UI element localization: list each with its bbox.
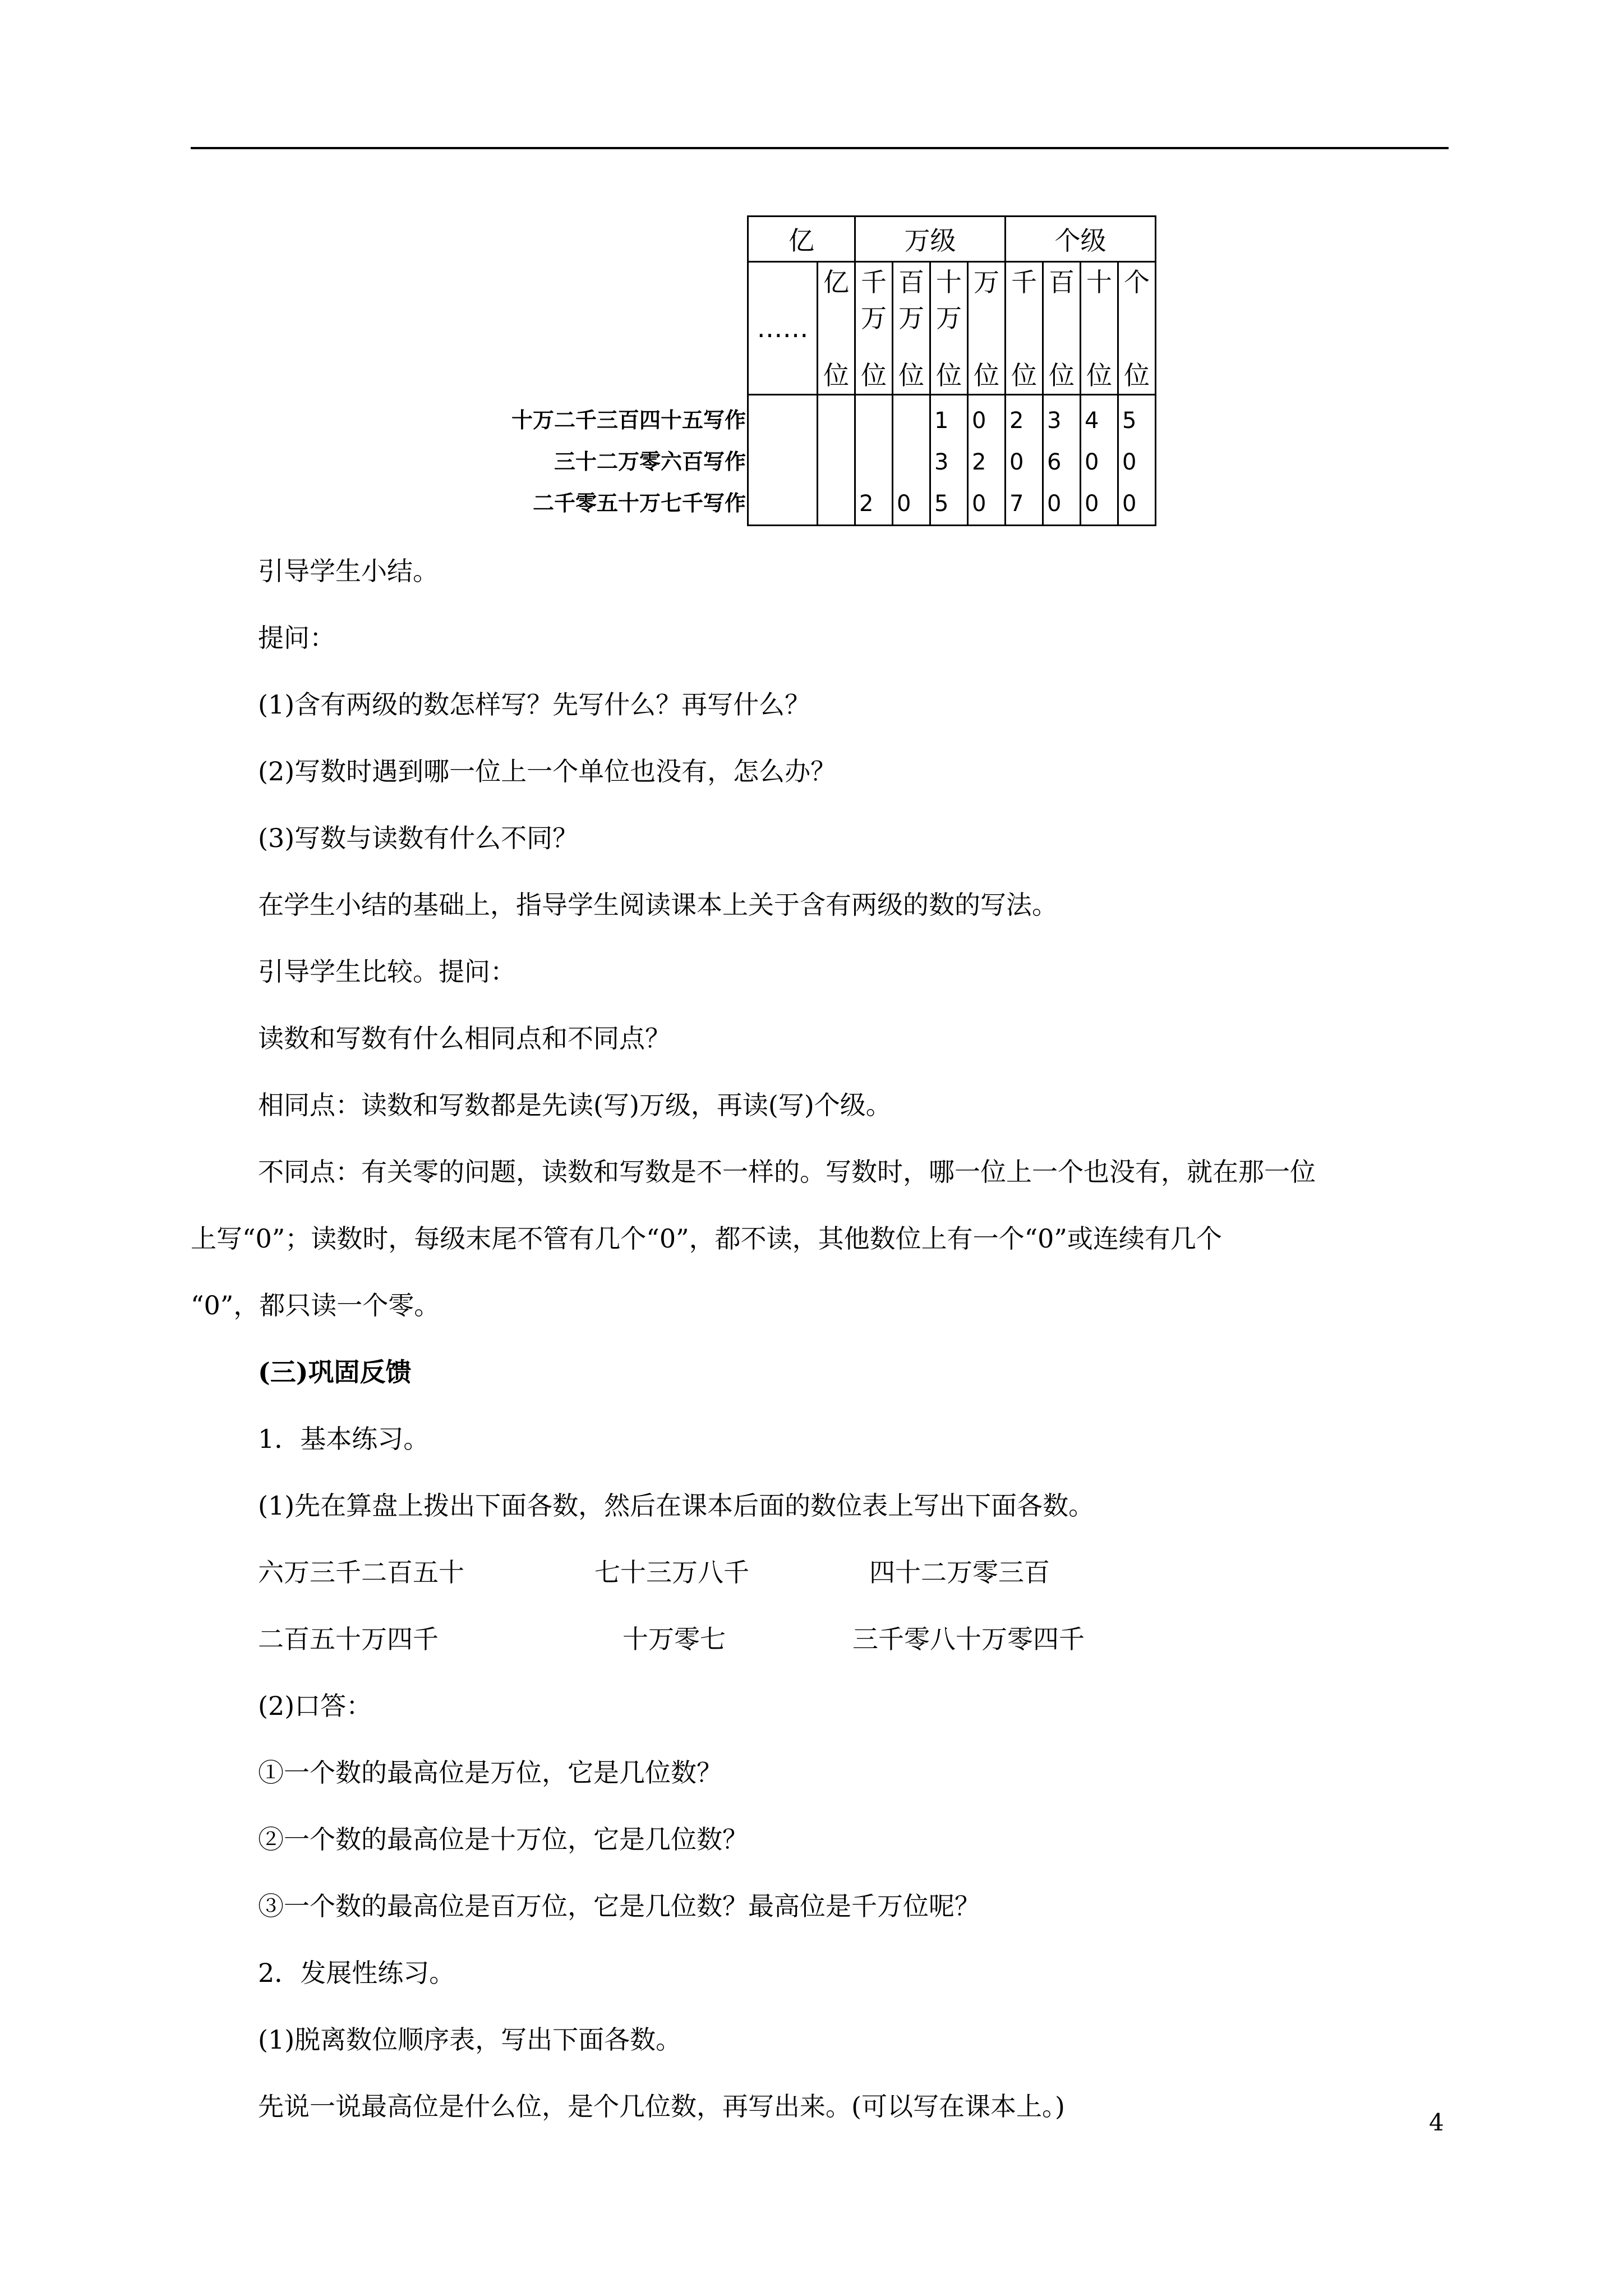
number-item: 十万零七 (623, 1624, 726, 1654)
digits-cell (968, 395, 1006, 526)
digit: 0 (972, 491, 986, 517)
column-header-row (748, 262, 1156, 395)
digits-cell (1118, 395, 1156, 526)
group-yi: 亿 (748, 217, 855, 262)
col-label-char: 个 (1124, 267, 1150, 297)
col-bai (1043, 262, 1081, 395)
digits-cell (855, 395, 893, 526)
number-item: 二百五十万四千 (258, 1624, 439, 1654)
group-header-row (748, 217, 1156, 262)
paragraph: (1)含有两级的数怎样写？先写什么？再写什么？ (258, 689, 811, 720)
col-qianwan (855, 262, 893, 395)
col-yi (818, 262, 855, 395)
number-item: 四十二万零三百 (869, 1557, 1050, 1588)
col-baiwan (893, 262, 930, 395)
col-label-char: 百 (1049, 267, 1075, 297)
ellipsis-cell: …… (748, 262, 818, 395)
col-label-char: 十 (936, 267, 962, 297)
row-label: 十万二千三百四十五写作 (511, 408, 746, 432)
digit: 5 (934, 491, 949, 517)
digits-cell (1043, 395, 1081, 526)
page-number: 4 (1429, 2109, 1444, 2136)
digit: 6 (1047, 449, 1062, 475)
digits-cell (818, 395, 855, 526)
col-suffix: 位 (861, 360, 887, 390)
group-ge: 个级 (1006, 217, 1156, 262)
col-suffix: 位 (974, 360, 999, 390)
col-suffix: 位 (1011, 360, 1037, 390)
paragraph: 相同点：读数和写数都是先读(写)万级，再读(写)个级。 (258, 1090, 892, 1120)
diff-paragraph-line: 上写“0”；读数时，每级末尾不管有几个“0”，都不读，其他数位上有一个“0”或连续有几个 (191, 1223, 1222, 1254)
digits-cell (893, 395, 930, 526)
col-shi (1081, 262, 1118, 395)
exercise-item: (1)脱离数位顺序表，写出下面各数。 (258, 2024, 682, 2055)
digits-cell-empty (748, 395, 818, 526)
exercise-item: (2)口答： (258, 1691, 372, 1721)
col-label-char: 千 (1011, 267, 1037, 297)
row-label: 二千零五十万七千写作 (532, 491, 746, 516)
digit: 0 (897, 491, 911, 517)
table-row-labels (449, 399, 746, 524)
paragraph: 读数和写数有什么相同点和不同点？ (258, 1023, 671, 1053)
question: ②一个数的最高位是十万位，它是几位数？ (258, 1824, 748, 1855)
digit: 0 (1085, 491, 1099, 517)
digit: 1 (934, 408, 949, 434)
col-label-char: 万 (936, 303, 962, 333)
paragraph: 在学生小结的基础上，指导学生阅读课本上关于含有两级的数的写法。 (258, 890, 1058, 920)
diff-paragraph-line: “0”，都只读一个零。 (191, 1290, 440, 1320)
paragraph: 引导学生比较。提问： (258, 956, 516, 987)
exercise-heading: 2．发展性练习。 (258, 1958, 455, 1988)
exercise-heading: 1．基本练习。 (258, 1424, 430, 1454)
digit: 3 (934, 449, 949, 475)
question: ③一个数的最高位是百万位，它是几位数？最高位是千万位呢？ (258, 1891, 980, 1921)
col-label-char: 千 (861, 267, 887, 297)
digit: 0 (1122, 491, 1137, 517)
digit: 0 (1047, 491, 1062, 517)
digit: 5 (1122, 408, 1137, 434)
number-item: 六万三千二百五十 (258, 1557, 464, 1588)
exercise-note: 先说一说最高位是什么位，是个几位数，再写出来。(可以写在课本上。) (258, 2091, 1065, 2122)
col-suffix: 位 (1086, 360, 1112, 390)
digit: 0 (1085, 449, 1099, 475)
col-qian (1006, 262, 1043, 395)
digit: 2 (972, 449, 986, 475)
col-label-char: 百 (898, 267, 924, 297)
diff-paragraph-line: 不同点：有关零的问题，读数和写数是不一样的。写数时，哪一位上一个也没有，就在那一位 (258, 1157, 1316, 1187)
col-label-char: 万 (898, 303, 924, 333)
place-value-table (747, 215, 1156, 526)
paragraph: (2)写数时遇到哪一位上一个单位也没有，怎么办？ (258, 756, 837, 786)
digit: 4 (1085, 408, 1099, 434)
digit: 2 (1009, 408, 1024, 434)
question: ①一个数的最高位是万位，它是几位数？ (258, 1757, 722, 1788)
digit: 0 (1122, 449, 1137, 475)
header-rule (191, 147, 1449, 149)
digits-cell (930, 395, 968, 526)
digit: 0 (972, 408, 986, 434)
col-suffix: 位 (936, 360, 962, 390)
digits-cell (1006, 395, 1043, 526)
number-item: 三千零八十万零四千 (852, 1624, 1085, 1654)
row-label: 三十二万零六百写作 (554, 449, 746, 474)
group-wan: 万级 (855, 217, 1006, 262)
section-heading: (三)巩固反馈 (258, 1357, 412, 1387)
digits-cell (1081, 395, 1118, 526)
digit: 7 (1009, 491, 1024, 517)
col-shiwan (930, 262, 968, 395)
digit: 2 (859, 491, 874, 517)
col-suffix: 位 (1049, 360, 1075, 390)
col-label-char: 万 (861, 303, 887, 333)
digits-row (748, 395, 1156, 526)
digit: 3 (1047, 408, 1062, 434)
col-suffix: 位 (823, 360, 849, 390)
paragraph: (3)写数与读数有什么不同？ (258, 823, 579, 853)
col-label-char: 亿 (823, 267, 849, 297)
number-item: 七十三万八千 (594, 1557, 749, 1588)
col-ge (1118, 262, 1156, 395)
paragraph: 提问： (258, 623, 335, 653)
digit: 0 (1009, 449, 1024, 475)
paragraph: 引导学生小结。 (258, 556, 439, 586)
exercise-item: (1)先在算盘上拨出下面各数，然后在课本后面的数位表上写出下面各数。 (258, 1490, 1095, 1521)
col-label-char: 万 (974, 267, 999, 297)
col-suffix: 位 (1124, 360, 1150, 390)
col-wan (968, 262, 1006, 395)
col-label-char: 十 (1086, 267, 1112, 297)
col-suffix: 位 (898, 360, 924, 390)
